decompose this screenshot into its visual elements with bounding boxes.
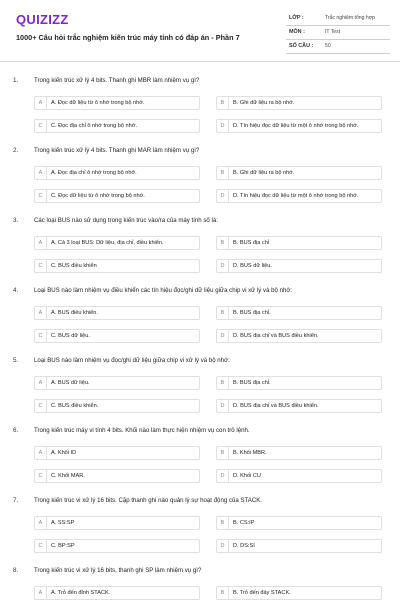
meta-row-subject [286,26,390,40]
question-block [0,412,400,482]
option-text: B. CS:IP [233,520,255,526]
question-block [0,552,400,600]
option-text: A. Đọc dữ liệu từ ô nhớ trong bộ nhớ. [51,100,145,106]
question-number: 6. [13,427,19,434]
question-text: Các loại BUS nào sử dụng trong kiến trúc vào/ra của máy tính số là: [34,217,218,224]
option-text: D. BUS địa chỉ và BUS điều khiển. [233,403,319,409]
answer-option-d[interactable] [216,539,382,553]
question-block [0,132,400,202]
option-text: C. BUS điều khiển. [51,403,99,409]
answer-option-a[interactable] [34,516,200,530]
question-text: Trong kiến trúc xử lý 4 bits. Thanh ghi MAR làm nhiệm vụ gì? [34,147,200,154]
option-text: B. Khối MBR. [233,450,267,456]
question-number: 7. [13,497,19,504]
option-letter: A [35,237,47,249]
option-text: C. BP:SP [51,543,75,549]
answer-option-c[interactable] [34,259,200,273]
option-letter: C [35,190,47,202]
answer-option-c[interactable] [34,539,200,553]
question-block [0,62,400,132]
option-letter: B [217,307,229,319]
answer-option-a[interactable] [34,96,200,110]
answer-option-c[interactable] [34,189,200,203]
question-text: Trong kiến trúc vi xử lý 16 bits. Cặp thanh ghi nào quản lý sự hoạt động của STACK. [34,497,262,504]
option-text: A. Khối ID [51,450,77,456]
option-text: A. Trỏ đến đỉnh STACK. [51,590,111,596]
meta-value: 50 [325,43,331,49]
meta-key: MÔN : [289,29,305,35]
question-text: Trong kiến trúc máy vi tính 4 bits. Khối nào làm thực hiện nhiệm vụ con trỏ lệnh. [34,427,250,434]
option-letter: D [217,540,229,552]
option-letter: D [217,470,229,482]
option-text: A. BUS điều khiển. [51,310,98,316]
option-letter: B [217,587,229,599]
option-text: C. Khối MAR. [51,473,85,479]
question-number: 3. [13,217,19,224]
option-letter: B [217,517,229,529]
option-text: D. Tín hiệu đọc dữ liệu từ một ô nhớ trong bộ nhớ. [233,123,359,129]
question-number: 8. [13,567,19,574]
option-letter: A [35,307,47,319]
question-text: Loại BUS nào làm nhiệm vụ đọc/ghi dữ liệu giữa chip vi xử lý và bộ nhớ: [34,357,230,364]
option-letter: B [217,167,229,179]
answer-option-b[interactable] [216,586,382,600]
worksheet-title: 1000+ Câu hỏi trắc nghiệm kiến trúc máy tính có đáp án - Phần 7 [16,33,240,42]
option-letter: C [35,400,47,412]
answer-option-d[interactable] [216,259,382,273]
answer-option-c[interactable] [34,119,200,133]
quizizz-logo[interactable]: QUIZIZZ [16,12,69,27]
option-text: A. Đọc địa chỉ ô nhớ trong bộ nhớ. [51,170,137,176]
answer-option-d[interactable] [216,189,382,203]
meta-row-class [286,12,390,26]
answer-option-d[interactable] [216,469,382,483]
option-letter: C [35,470,47,482]
option-letter: A [35,517,47,529]
answer-option-a[interactable] [34,236,200,250]
option-text: A. Cả 3 loại BUS: Dữ liệu, địa chỉ, điều khiển. [51,240,164,246]
worksheet-header [0,0,400,62]
option-text: D. Khối CU [233,473,261,479]
answer-option-b[interactable] [216,236,382,250]
option-text: C. Đọc địa chỉ ô nhớ trong bộ nhớ. [51,123,138,129]
option-text: B. Ghi dữ liệu ra bộ nhớ. [233,170,295,176]
meta-key: LỚP : [289,15,304,21]
option-letter: A [35,97,47,109]
answer-option-b[interactable] [216,306,382,320]
option-letter: C [35,260,47,272]
worksheet-meta [286,12,390,54]
answer-option-a[interactable] [34,166,200,180]
option-letter: D [217,260,229,272]
question-block [0,342,400,412]
meta-key: SỐ CÂU : [289,43,314,49]
option-text: B. Ghi dữ liệu ra bộ nhớ. [233,100,295,106]
answer-option-a[interactable] [34,586,200,600]
option-text: C. BUS điều khiển [51,263,97,269]
question-block [0,202,400,272]
option-letter: D [217,330,229,342]
option-letter: A [35,587,47,599]
option-letter: C [35,330,47,342]
question-block [0,482,400,552]
option-letter: A [35,377,47,389]
option-text: B. BUS địa chỉ. [233,310,271,316]
option-text: B. BUS địa chỉ [233,240,270,246]
option-letter: B [217,377,229,389]
option-text: D. BUS địa chỉ và BUS điều khiển. [233,333,319,339]
question-number: 4. [13,287,19,294]
option-letter: B [217,237,229,249]
option-text: D. DS:SI [233,543,255,549]
option-letter: B [217,97,229,109]
answer-option-a[interactable] [34,376,200,390]
option-letter: A [35,167,47,179]
answer-option-c[interactable] [34,469,200,483]
question-text: Loại BUS nào làm nhiệm vụ điều khiển các tín hiệu đọc/ghi dữ liệu giữa chip vi xử lý và bộ nhớ: [34,287,293,294]
answer-option-b[interactable] [216,516,382,530]
option-letter: D [217,190,229,202]
answer-option-b[interactable] [216,166,382,180]
option-text: A. BUS dữ liệu. [51,380,90,386]
option-letter: C [35,120,47,132]
option-letter: B [217,447,229,459]
answer-option-c[interactable] [34,329,200,343]
option-text: A. SS:SP [51,520,75,526]
answer-option-b[interactable] [216,446,382,460]
answer-option-d[interactable] [216,399,382,413]
question-list [0,62,400,600]
question-number: 1. [13,77,19,84]
answer-option-b[interactable] [216,96,382,110]
option-text: C. Đọc dữ liệu từ ô nhớ trong bộ nhớ. [51,193,145,199]
option-text: B. Trỏ đến đáy STACK. [233,590,291,596]
option-text: D. Tín hiệu đọc dữ liệu từ một ô nhớ trong bộ nhớ. [233,193,359,199]
answer-option-b[interactable] [216,376,382,390]
answer-option-d[interactable] [216,119,382,133]
option-text: B. BUS địa chỉ. [233,380,271,386]
question-number: 2. [13,147,19,154]
answer-option-c[interactable] [34,399,200,413]
option-letter: D [217,400,229,412]
answer-option-a[interactable] [34,446,200,460]
question-text: Trong kiến trúc vi xử lý 16 bits, thanh ghi SP làm nhiệm vụ gì? [34,567,202,574]
meta-row-count [286,40,390,54]
option-letter: D [217,120,229,132]
option-text: D. BUS dữ liệu. [233,263,272,269]
option-letter: C [35,540,47,552]
answer-option-d[interactable] [216,329,382,343]
option-text: C. BUS dữ liệu. [51,333,90,339]
meta-value: IT Test [325,29,341,35]
option-letter: A [35,447,47,459]
question-number: 5. [13,357,19,364]
question-text: Trong kiến trúc xử lý 4 bits. Thanh ghi MBR làm nhiệm vụ gì? [34,77,200,84]
meta-value: Trắc nghiệm tổng hợp [325,15,375,21]
answer-option-a[interactable] [34,306,200,320]
question-block [0,272,400,342]
